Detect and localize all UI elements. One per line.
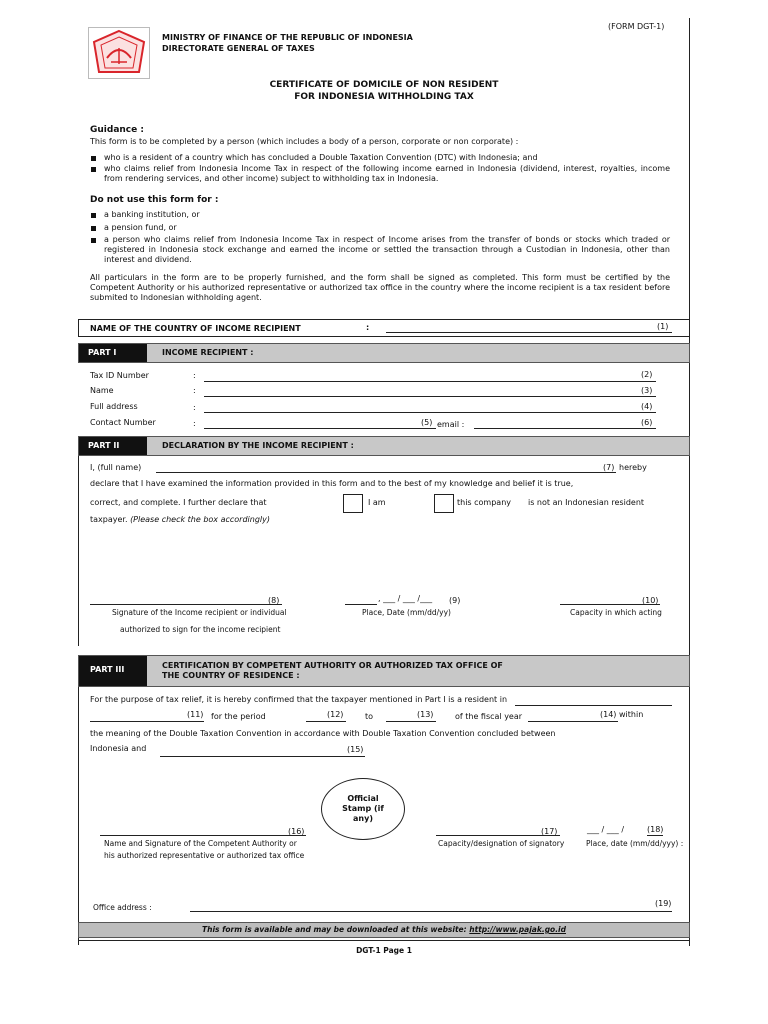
guidance-heading: Guidance : (90, 125, 144, 135)
i-am-label: I am (368, 498, 386, 507)
field-number: (11) (187, 710, 204, 719)
part1-tag-label: PART I (88, 348, 117, 357)
part2-tag-label: PART II (88, 441, 120, 450)
indonesia-and-text: Indonesia and (90, 744, 147, 753)
field-number: (19) (655, 899, 672, 908)
hereby-text: hereby (619, 463, 647, 472)
email-input[interactable] (474, 415, 656, 429)
bullet-icon (91, 226, 96, 231)
treaty-country-input[interactable] (160, 745, 365, 757)
check-note: (Please check the box accordingly) (130, 515, 270, 524)
form-code: (FORM DGT-1) (608, 22, 665, 31)
to-text: to (365, 712, 374, 721)
date-blanks: , ___ / ___ /___ (378, 594, 433, 603)
full-name-input[interactable] (156, 460, 616, 473)
field-number: (16) (288, 827, 305, 836)
bullet-icon (91, 167, 96, 172)
download-prefix: This form is available and may be downloaded at this website: (201, 925, 467, 934)
office-address-label: Office address : (93, 903, 152, 912)
page-right-border (689, 18, 690, 946)
field-label: Full address (90, 402, 138, 411)
bullet-icon (91, 213, 96, 218)
declare-text: declare that I have examined the information provided in this form and to the best of my knowledge and belief it is true, (90, 479, 574, 488)
for-period-text: for the period (211, 712, 266, 721)
within-text: within (619, 710, 644, 719)
part3-tag-label: PART III (90, 665, 125, 674)
field-colon: : (193, 419, 196, 428)
country-input[interactable] (386, 322, 672, 333)
name-signature-line2: his authorized representative or authorized tax office (104, 851, 305, 860)
field-label: Contact Number (90, 418, 156, 427)
email-label: email : (437, 420, 465, 429)
do-not-use-heading: Do not use this form for : (90, 195, 219, 205)
part2-title: DECLARATION BY THE INCOME RECIPIENT : (162, 441, 354, 450)
field-number: (6) (641, 418, 653, 427)
guidance-item: who claims relief from Indonesia Income Tax in respect of the following income earned in Indonesia (dividend, interest, royalties, income from rendering services, and other income) subject to withholding tax in Indonesia. (104, 164, 670, 183)
official-stamp-circle (321, 778, 405, 840)
this-company-label: this company (457, 498, 512, 507)
income-recipient-signature-line[interactable] (90, 595, 282, 605)
ministry-name: MINISTRY OF FINANCE OF THE REPUBLIC OF INDONESIA (162, 33, 413, 42)
field-label: Tax ID Number (90, 371, 149, 380)
i-am-checkbox[interactable] (343, 494, 363, 513)
resident-country-input[interactable] (515, 696, 672, 706)
particulars-note: All particulars in the form are to be properly furnished, and the form shall be signed as completed. This form must be certified by the Competent Authority or his authorized representative or authorized tax office in the country where the income recipient is a tax resident before submited to Indonesian withholding agent. (90, 273, 670, 302)
directorate-name: DIRECTORATE GENERAL OF TAXES (162, 44, 315, 53)
ministry-logo (88, 27, 150, 79)
name-signature-line1: Name and Signature of the Competent Authority or (104, 839, 297, 848)
download-note (78, 925, 690, 935)
taxpayer-word: taxpayer. (90, 515, 128, 524)
capacity-label: Capacity in which acting (570, 608, 662, 617)
country-label: NAME OF THE COUNTRY OF INCOME RECIPIENT (90, 324, 301, 333)
field-number: (14) (600, 710, 617, 719)
part3-left-border (78, 687, 79, 945)
form-title-line2: FOR INDONESIA WITHHOLDING TAX (294, 92, 474, 102)
field-number: (17) (541, 827, 558, 836)
stamp-text: Official Stamp (if any) (342, 794, 384, 823)
field-colon: : (193, 371, 196, 380)
place-date-label: Place, Date (mm/dd/yy) (362, 608, 451, 617)
part3-title-line2: THE COUNTRY OF RESIDENCE : (162, 671, 300, 680)
not-resident-text: is not an Indonesian resident (528, 498, 645, 507)
field-number: (10) (642, 596, 659, 605)
part3-title-line1: CERTIFICATION BY COMPETENT AUTHORITY OR AUTHORIZED TAX OFFICE OF (162, 661, 503, 670)
place-input[interactable] (345, 595, 377, 605)
field-label: Name (90, 386, 114, 395)
part1-title: INCOME RECIPIENT : (162, 348, 254, 357)
full-name-label: I, (full name) (90, 463, 142, 472)
page-number: DGT-1 Page 1 (356, 946, 412, 955)
field-number: (7) (603, 463, 615, 472)
do-not-item: a pension fund, or (104, 223, 177, 232)
purpose-text: For the purpose of tax relief, it is hereby confirmed that the taxpayer mentioned in Part I is a resident in (90, 695, 508, 704)
do-not-item: a person who claims relief from Indonesia Income Tax in respect of Income arises from the transfer of bonds or stocks which traded or registered in Indonesia stock exchange and earned the income or settled the transaction through a Custodian in Indonesia, other than interest and dividend. (104, 235, 670, 264)
field-number: (13) (417, 710, 434, 719)
taxpayer-text (90, 515, 270, 525)
field-number: (15) (347, 745, 364, 754)
do-not-item: a banking institution, or (104, 210, 200, 219)
field-number: (3) (641, 386, 653, 395)
bullet-icon (91, 238, 96, 243)
this-company-checkbox[interactable] (434, 494, 454, 513)
field-number: (18) (647, 825, 664, 834)
office-address-input[interactable] (190, 900, 672, 912)
contact-number-input[interactable] (204, 415, 436, 429)
tax-id-input[interactable] (204, 368, 656, 382)
guidance-intro: This form is to be completed by a person (which includes a body of a person, corporate or non corporate) : (90, 137, 519, 146)
name-input[interactable] (204, 383, 656, 397)
guidance-item: who is a resident of a country which has concluded a Double Taxation Convention (DTC) with Indonesia; and (104, 153, 538, 162)
field-number: (1) (657, 322, 669, 331)
authority-signature-line[interactable] (100, 826, 306, 836)
country-colon: : (366, 323, 370, 332)
signature-label-line2: authorized to sign for the income recipient (120, 625, 281, 634)
field-number: (2) (641, 370, 653, 379)
authority-place-date-label: Place, date (mm/dd/yyy) : (586, 839, 684, 848)
field-number: (12) (327, 710, 344, 719)
garuda-logo-icon (89, 28, 149, 78)
field-number: (8) (268, 596, 280, 605)
correct-text: correct, and complete. I further declare that (90, 498, 267, 507)
capacity-designation-label: Capacity/designation of signatory (438, 839, 565, 848)
field-colon: : (193, 386, 196, 395)
field-colon: : (193, 403, 196, 412)
address-input[interactable] (204, 399, 656, 413)
part2-left-border (78, 456, 79, 646)
footer-rule (78, 940, 690, 941)
meaning-text: the meaning of the Double Taxation Convention in accordance with Double Taxation Convention concluded between (90, 729, 556, 738)
field-number: (4) (641, 402, 653, 411)
authority-date-blanks: ___ / ___ / (587, 825, 625, 834)
fiscal-year-text: of the fiscal year (455, 712, 523, 721)
download-link[interactable]: http://www.pajak.go.id (469, 925, 567, 934)
signature-label-line1: Signature of the Income recipient or individual (112, 608, 287, 617)
bullet-icon (91, 156, 96, 161)
form-title-line1: CERTIFICATE OF DOMICILE OF NON RESIDENT (269, 80, 499, 90)
field-number: (5) (421, 418, 433, 427)
field-number: (9) (449, 596, 461, 605)
